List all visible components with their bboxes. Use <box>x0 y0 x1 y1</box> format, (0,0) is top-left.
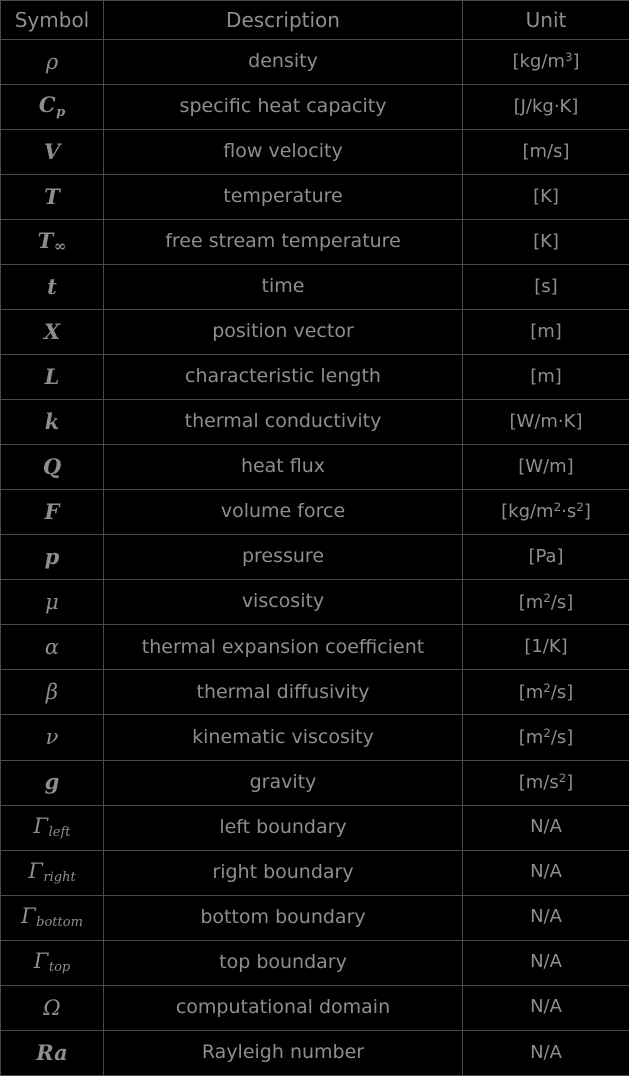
description-text: left boundary <box>219 815 347 838</box>
unit-cell <box>463 985 629 1030</box>
symbol-subscript: p <box>56 104 66 120</box>
description-cell <box>104 805 463 850</box>
symbol-cell <box>1 895 104 940</box>
symbol-cell <box>1 310 104 355</box>
description-cell <box>104 580 463 625</box>
unit-cell <box>463 265 629 310</box>
description-text: Rayleigh number <box>201 1040 365 1063</box>
symbol-glyph: t <box>47 274 57 300</box>
unit-text: N/A <box>530 1041 562 1063</box>
symbol-cell <box>1 715 104 760</box>
description-cell <box>104 1030 463 1075</box>
unit-text: [K] <box>533 230 559 252</box>
unit-cell <box>463 40 629 85</box>
symbol-glyph: Ra <box>36 1039 68 1065</box>
unit-text: N/A <box>530 816 562 838</box>
symbol-subscript: right <box>43 870 76 886</box>
symbol-cell <box>1 220 104 265</box>
unit-cell <box>463 580 629 625</box>
symbol-glyph: g <box>44 769 60 795</box>
table-row <box>1 760 629 805</box>
table-row <box>1 175 629 220</box>
symbol-cell <box>1 355 104 400</box>
table-row <box>1 940 629 985</box>
symbol-glyph: X <box>43 319 61 345</box>
symbol-cell <box>1 85 104 130</box>
description-text: pressure <box>241 545 325 568</box>
description-cell <box>104 895 463 940</box>
symbol-subscript: left <box>48 825 71 841</box>
description-cell <box>104 490 463 535</box>
symbol-glyph: ρ <box>45 49 59 74</box>
table-row <box>1 625 629 670</box>
unit-text: N/A <box>530 951 562 973</box>
unit-cell <box>463 355 629 400</box>
symbol-glyph: L <box>44 364 60 390</box>
column-header-symbol: Symbol <box>1 1 104 40</box>
table-row <box>1 130 629 175</box>
symbol-glyph: T <box>44 184 60 210</box>
unit-text: $[m/s^2]$ <box>518 770 574 793</box>
description-text: flow velocity <box>223 140 343 163</box>
description-cell <box>104 220 463 265</box>
symbol-cell <box>1 490 104 535</box>
description-text: computational domain <box>175 995 391 1018</box>
unit-cell <box>463 85 629 130</box>
description-cell <box>104 985 463 1030</box>
table-row <box>1 265 629 310</box>
symbol-subscript: ∞ <box>53 237 67 256</box>
symbol-cell <box>1 265 104 310</box>
unit-cell <box>463 670 629 715</box>
symbol-cell <box>1 580 104 625</box>
symbol-glyph: Ω <box>43 995 61 1020</box>
description-text: bottom boundary <box>200 905 366 928</box>
description-cell <box>104 715 463 760</box>
unit-cell <box>463 805 629 850</box>
table-row <box>1 400 629 445</box>
description-text: thermal expansion coefficient <box>141 635 425 658</box>
unit-cell <box>463 445 629 490</box>
symbol-subscript: bottom <box>36 915 83 931</box>
description-text: time <box>261 275 305 298</box>
unit-text: [1/K] <box>524 636 568 658</box>
table-row <box>1 310 629 355</box>
symbol-glyph: $\Gamma_{top}$ <box>33 948 71 976</box>
unit-text: [m] <box>530 365 562 387</box>
column-header-description: Description <box>104 1 463 40</box>
unit-text: [s] <box>534 275 558 297</box>
symbol-cell <box>1 445 104 490</box>
unit-cell <box>463 940 629 985</box>
unit-text: N/A <box>530 906 562 928</box>
symbol-subscript: top <box>48 960 71 976</box>
symbol-glyph: F <box>44 499 60 525</box>
description-text: top boundary <box>219 950 347 973</box>
symbol-glyph: $\Gamma_{right}$ <box>28 858 76 886</box>
unit-text: $[m^2/s]$ <box>518 725 574 748</box>
description-text: characteristic length <box>185 365 381 388</box>
unit-cell <box>463 760 629 805</box>
description-text: position vector <box>212 320 354 343</box>
description-text: gravity <box>249 770 317 793</box>
unit-cell <box>463 220 629 265</box>
description-text: viscosity <box>241 590 325 613</box>
symbol-glyph: p <box>44 544 60 570</box>
unit-text: $[kg/m^2\cdot s^2]$ <box>501 500 591 523</box>
table-row <box>1 535 629 580</box>
unit-cell <box>463 175 629 220</box>
table-header <box>1 1 629 40</box>
symbol-cell <box>1 940 104 985</box>
table-row <box>1 1030 629 1075</box>
unit-text: $[m^2/s]$ <box>518 680 574 703</box>
table-row <box>1 220 629 265</box>
symbol-cell <box>1 760 104 805</box>
symbol-cell <box>1 625 104 670</box>
description-cell <box>104 940 463 985</box>
symbol-glyph: α <box>44 635 60 660</box>
symbol-glyph: μ <box>45 590 59 615</box>
symbol-cell <box>1 130 104 175</box>
description-cell <box>104 175 463 220</box>
unit-cell <box>463 850 629 895</box>
table-row <box>1 40 629 85</box>
description-text: kinematic viscosity <box>192 725 374 748</box>
description-cell <box>104 535 463 580</box>
description-cell <box>104 130 463 175</box>
description-text: specific heat capacity <box>179 95 387 118</box>
symbol-cell <box>1 175 104 220</box>
unit-text: [W/m] <box>518 455 574 477</box>
description-text: heat flux <box>240 455 326 478</box>
description-text: right boundary <box>212 860 354 883</box>
unit-text: N/A <box>530 861 562 883</box>
column-header-unit: Unit <box>463 1 629 40</box>
description-text: density <box>248 50 318 73</box>
description-cell <box>104 40 463 85</box>
unit-text: N/A <box>530 996 562 1018</box>
unit-cell <box>463 490 629 535</box>
description-cell <box>104 85 463 130</box>
table-body <box>1 40 629 1076</box>
description-text: volume force <box>220 500 346 523</box>
symbol-glyph: V <box>43 139 61 164</box>
table-row <box>1 850 629 895</box>
description-cell <box>104 760 463 805</box>
description-text: thermal conductivity <box>184 410 382 433</box>
unit-cell <box>463 130 629 175</box>
symbol-glyph: $\Gamma_{bottom}$ <box>21 903 83 931</box>
symbol-cell <box>1 1030 104 1075</box>
table-row <box>1 805 629 850</box>
unit-cell <box>463 715 629 760</box>
symbol-glyph: β <box>45 680 59 705</box>
symbol-glyph: T∞ <box>37 227 67 256</box>
unit-text: [m/s] <box>522 140 570 162</box>
unit-text: $[kg/m^3]$ <box>512 50 580 73</box>
description-text: free stream temperature <box>165 230 401 253</box>
unit-cell <box>463 400 629 445</box>
table-row <box>1 715 629 760</box>
symbol-glyph: ν <box>45 725 59 750</box>
table-row <box>1 445 629 490</box>
unit-cell <box>463 310 629 355</box>
description-cell <box>104 310 463 355</box>
description-cell <box>104 265 463 310</box>
unit-text: [W/m·K] <box>509 410 583 432</box>
description-cell <box>104 850 463 895</box>
unit-cell <box>463 535 629 580</box>
description-cell <box>104 625 463 670</box>
unit-text: [J/kg·K] <box>513 95 579 117</box>
description-text: temperature <box>223 185 343 208</box>
symbol-glyph: $C_p$ <box>38 92 66 120</box>
table-row <box>1 355 629 400</box>
symbol-cell <box>1 850 104 895</box>
symbol-glyph: Q <box>42 454 62 480</box>
symbol-cell <box>1 535 104 580</box>
description-cell <box>104 670 463 715</box>
symbol-glyph: $\Gamma_{left}$ <box>33 813 71 841</box>
table-row <box>1 580 629 625</box>
table-header-row <box>1 1 629 40</box>
description-cell <box>104 445 463 490</box>
table-row <box>1 490 629 535</box>
table-row <box>1 895 629 940</box>
unit-text: [K] <box>533 185 559 207</box>
description-cell <box>104 355 463 400</box>
unit-text: [Pa] <box>528 546 564 568</box>
symbol-cell <box>1 670 104 715</box>
description-cell <box>104 400 463 445</box>
unit-cell <box>463 625 629 670</box>
unit-text: $[m^2/s]$ <box>518 590 574 613</box>
symbol-cell <box>1 805 104 850</box>
table-row <box>1 985 629 1030</box>
unit-cell <box>463 1030 629 1075</box>
symbol-cell <box>1 40 104 85</box>
symbol-glyph: k <box>44 409 60 435</box>
table-row <box>1 670 629 715</box>
table-row <box>1 85 629 130</box>
symbol-cell <box>1 400 104 445</box>
description-text: thermal diffusivity <box>196 680 370 703</box>
unit-cell <box>463 895 629 940</box>
unit-text: [m] <box>530 320 562 342</box>
symbol-cell <box>1 985 104 1030</box>
